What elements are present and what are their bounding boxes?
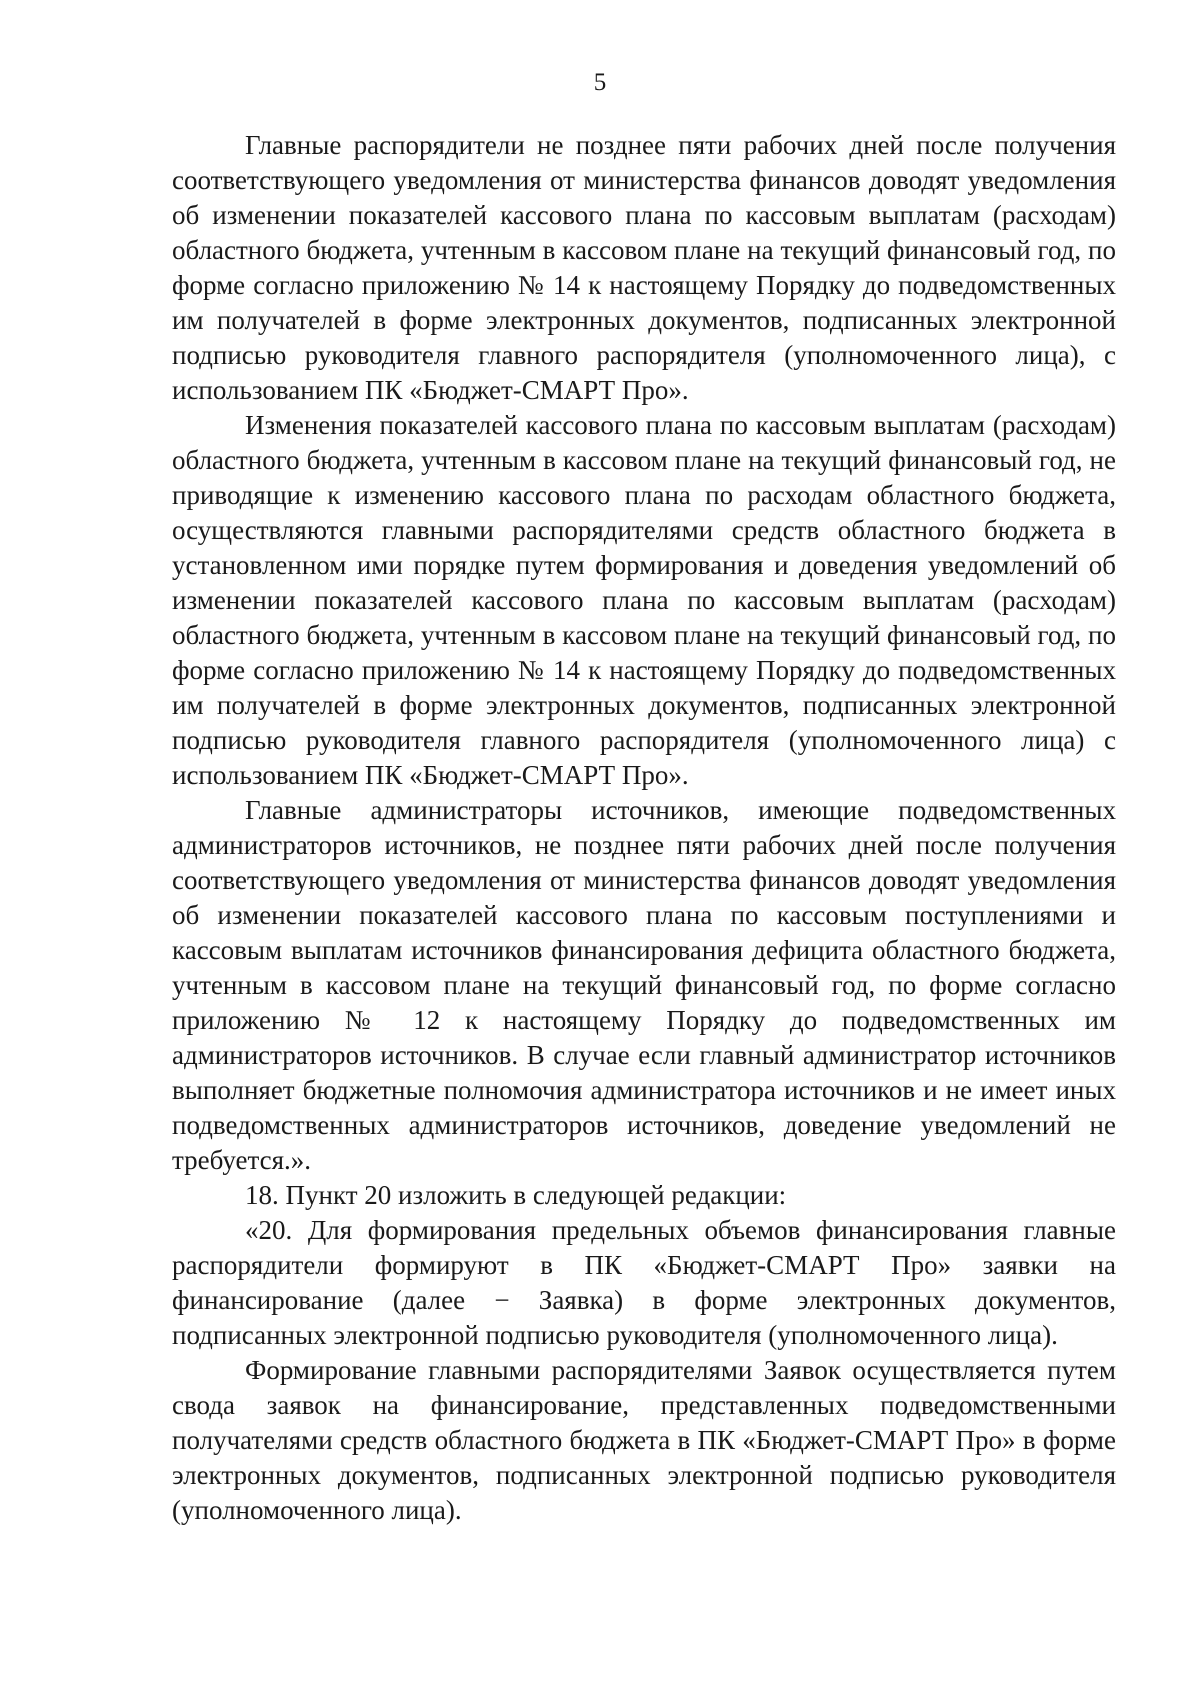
paragraph-item-20: «20. Для формирования предельных объемов финансирования главные распорядители формируют в ПК «Бюджет-СМАРТ Про» заявки на финансирование (далее − Заявка) в форме электронных документов, подписанных электронной подписью руководителя (уполномоченного лица). [172, 1215, 1116, 1350]
paragraph-item-18: 18. Пункт 20 изложить в следующей редакции: [245, 1180, 787, 1210]
paragraph-requests-formation: Формирование главными распорядителями Заявок осуществляется путем свода заявок на финансирование, представленных подведомственными получателями средств областного бюджета в ПК «Бюджет-СМАРТ Про» в форме электронных документов, подписанных электронной подписью руководителя (уполномоченного лица). [172, 1355, 1116, 1525]
paragraph-chief-administrators-sources: Главные администраторы источников, имеющие подведомственных администраторов источников, не позднее пяти рабочих дней после получения соответствующего уведомления от министерства финансов доводят уведомления об изменении показателей кассового плана по кассовым поступлениями и кассовым выплатам источников финансирования дефицита областного бюджета, учтенным в кассовом плане на текущий финансовый год, по форме согласно приложению № 12 к настоящему Порядку до подведомственных им администраторов источников. В случае если главный администратор источников выполняет бюджетные полномочия администратора источников и не имеет иных подведомственных администраторов источников, доведение уведомлений не требуется.». [172, 795, 1116, 1175]
document-body [172, 128, 1116, 1528]
paragraph-cash-plan-changes: Изменения показателей кассового плана по кассовым выплатам (расходам) областного бюджета, учтенным в кассовом плане на текущий финансовый год, не приводящие к изменению кассового плана по расходам областного бюджета, осуществляются главными распорядителями средств областного бюджета в установленном ими порядке путем формирования и доведения уведомлений об изменении показателей кассового плана по кассовым выплатам (расходам) областного бюджета, учтенным в кассовом плане на текущий финансовый год, по форме согласно приложению № 14 к настоящему Порядку до подведомственных им получателей в форме электронных документов, подписанных электронной подписью руководителя главного распорядителя (уполномоченного лица) с использованием ПК «Бюджет-СМАРТ Про». [172, 410, 1116, 790]
page-number: 5 [593, 69, 607, 96]
paragraph-main-distributors-notifications: Главные распорядители не позднее пяти рабочих дней после получения соответствующего уведомления от министерства финансов доводят уведомления об изменении показателей кассового плана по кассовым выплатам (расходам) областного бюджета, учтенным в кассовом плане на текущий финансовый год, по форме согласно приложению № 14 к настоящему Порядку до подведомственных им получателей в форме электронных документов, подписанных электронной подписью руководителя главного распорядителя (уполномоченного лица), с использованием ПК «Бюджет-СМАРТ Про». [172, 130, 1116, 405]
